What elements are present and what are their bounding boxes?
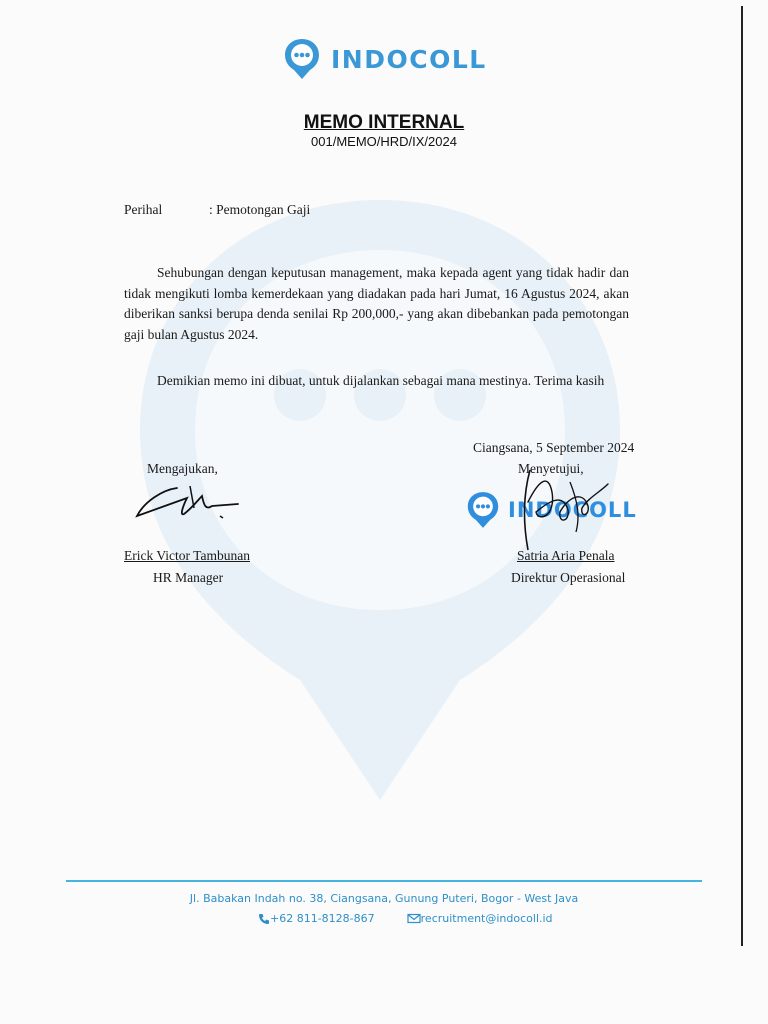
stamp-logo-icon [466,490,500,530]
memo-title: MEMO INTERNAL [303,112,465,133]
right-signatory-role: Direktur Operasional [511,570,626,585]
right-signature-icon [508,462,618,557]
subject-label: Perihal [124,202,163,217]
memo-closing: Demikian memo ini dibuat, untuk dijalankan sebagai mana mestinya. Terima kasih [157,373,605,388]
memo-number: 001/MEMO/HRD/IX/2024 [311,134,457,149]
left-signatory-role: HR Manager [153,570,224,585]
left-signature-label: Mengajukan, [147,461,218,476]
footer-address: Jl. Babakan Indah no. 38, Ciangsana, Gunung Puteri, Bogor - West Java [189,892,579,905]
phone-icon [258,913,270,925]
footer-divider [66,880,702,882]
place-date: Ciangsana, 5 September 2024 [473,440,635,455]
footer-contacts [258,912,553,925]
right-signature-label: Menyetujui, [518,461,584,476]
right-signatory-name: Satria Aria Penala [517,548,615,563]
subject-value: : Pemotongan Gaji [209,202,311,217]
mail-icon [407,913,421,924]
footer-phone-text: +62 811-8128-867 [270,912,375,925]
footer-email [407,912,553,925]
header-logo [283,36,487,82]
left-signature-icon [132,478,242,528]
brand-name: INDOCOLL [331,44,487,74]
chat-bubble-logo-icon [283,37,321,81]
footer-email-text: recruitment@indocoll.id [420,912,553,925]
left-signatory-name: Erick Victor Tambunan [124,548,250,563]
memo-body: Sehubungan dengan keputusan management, maka kepada agent yang tidak hadir dan tidak mengikuti lomba kemerdekaan yang diadakan pada hari Jumat, 16 Agustus 2024, akan diberikan sanksi berupa denda senilai Rp 200,000,- yang akan dibebankan pada pemotongan gaji bulan Agustus 2024. [124,265,629,342]
stamp-brand: INDOCOLL [508,498,637,522]
footer-phone [258,912,375,925]
